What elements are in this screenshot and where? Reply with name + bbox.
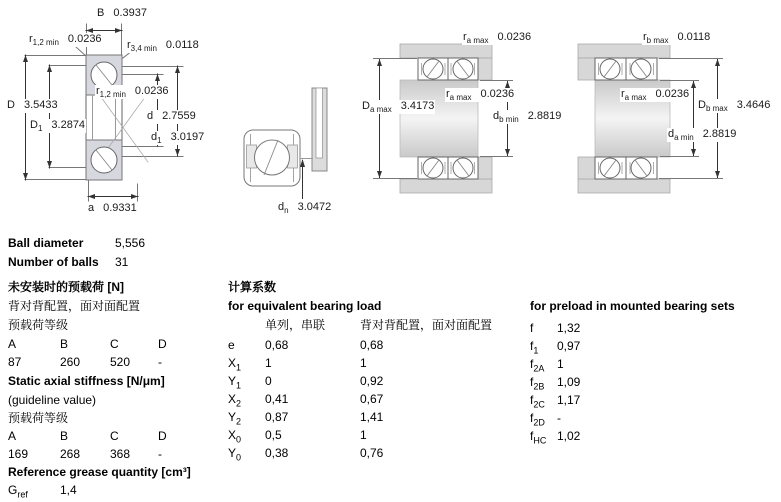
dim-label-D1: $D_1$ 3.2874 [30, 119, 86, 134]
factor-row-e: e 0,68 0,68 [228, 338, 384, 352]
grease-value: 1,4 [60, 483, 77, 497]
f2d-row: $f_{2D}$ - [530, 411, 561, 428]
dim-label-ra-max-mid: $r_{a max}$ 0.0236 [446, 88, 515, 103]
preload-value-row: 87 260 520 - [8, 355, 162, 369]
stiffness-note: (guideline value) [8, 393, 97, 407]
dim-label-d1: $d_1$ 3.0197 [151, 131, 205, 146]
dim-label-Db-max: $D_{b max}$ 3.4646 [698, 99, 771, 114]
factor-row-y0: $Y_0$ 0,38 0,76 [228, 446, 384, 463]
grease-symbol: $G_{ref}$ [8, 483, 28, 500]
calc-factors-title: 计算系数 [228, 280, 277, 294]
col2-header: 背对背配置，面对面配置 [360, 318, 493, 332]
preload-header-row: A B C D [8, 337, 167, 351]
diagram-mounted-pair-right [578, 44, 723, 193]
factor-row-y2: $Y_2$ 0,87 1,41 [228, 410, 384, 427]
dim-label-r34-min: $r_{3,4 min}$ 0.0118 [127, 39, 199, 54]
number-of-balls-row [8, 255, 128, 270]
number-of-balls-value: 31 [115, 255, 129, 269]
stiffness-grade-line: 预载荷等级 [8, 411, 69, 425]
preload-config-line: 背对背配置，面对面配置 [8, 299, 141, 313]
stiffness-header-row: A B C D [8, 429, 167, 443]
f-row: f 1,32 [530, 321, 581, 335]
f2a-row: $f_{2A}$ 1 [530, 357, 564, 374]
factor-row-x1: $X_1$ 1 1 [228, 356, 367, 373]
dim-label-B: B 0.3937 [96, 7, 148, 21]
calc-factors-header-row [228, 318, 492, 333]
f2b-row: $f_{2B}$ 1,09 [530, 375, 581, 392]
stiffness-title: Static axial stiffness [N/μm] [8, 374, 165, 388]
dim-label-ra-max-top: $r_{a max}$ 0.0236 [463, 31, 532, 46]
dim-label-r12-min-mid: $r_{1,2 min}$ 0.0236 [96, 85, 169, 100]
factor-row-x0: $X_0$ 0,5 1 [228, 428, 367, 445]
dim-label-da-min: $d_{a min}$ 2.8819 [668, 128, 737, 143]
grease-row [8, 483, 77, 499]
factor-row-x2: $X_2$ 0,41 0,67 [228, 392, 384, 409]
factor-row-y1: $Y_1$ 0 0,92 [228, 374, 384, 391]
ball-diameter-value: 5,556 [115, 236, 146, 250]
calc-factors-subtitle: for equivalent bearing load [228, 299, 382, 313]
number-of-balls-label: Number of balls [8, 255, 99, 269]
col1-header: 单列，串联 [265, 318, 326, 332]
dim-label-ra-max-right: $r_{a max}$ 0.0236 [621, 88, 690, 103]
preload-unmounted-title: 未安装时的预载荷 [N] [8, 280, 124, 294]
diagram-bearing-front-view [244, 88, 327, 199]
ball-diameter-row [8, 236, 145, 251]
grease-title: Reference grease quantity [cm³] [8, 465, 191, 479]
stiffness-value-row: 169 268 368 - [8, 447, 162, 461]
dim-label-db-min: $d_{b min}$ 2.8819 [493, 110, 562, 125]
f2c-row: $f_{2C}$ 1,17 [530, 393, 581, 410]
fhc-row: $f_{HC}$ 1,02 [530, 429, 581, 446]
f1-row: $f_1$ 0,97 [530, 339, 581, 356]
dim-label-rb-max: $r_{b max}$ 0.0118 [643, 31, 711, 46]
preload-factors-title: for preload in mounted bearing sets [530, 299, 735, 313]
dim-label-a: a 0.9331 [87, 202, 138, 216]
ball-icon [255, 140, 290, 175]
ball-diameter-label: Ball diameter [8, 236, 84, 250]
dim-label-Da-max: $D_{a max}$ 3.4173 [362, 100, 435, 115]
dim-label-d: d 2.7559 [146, 110, 197, 124]
dim-label-r12-min-top: $r_{1,2 min}$ 0.0236 [29, 33, 102, 48]
preload-grade-line: 预载荷等级 [8, 318, 69, 332]
dim-label-dn: $d_n$ 3.0472 [278, 201, 332, 216]
dim-label-D: D 3.5433 [6, 99, 59, 113]
